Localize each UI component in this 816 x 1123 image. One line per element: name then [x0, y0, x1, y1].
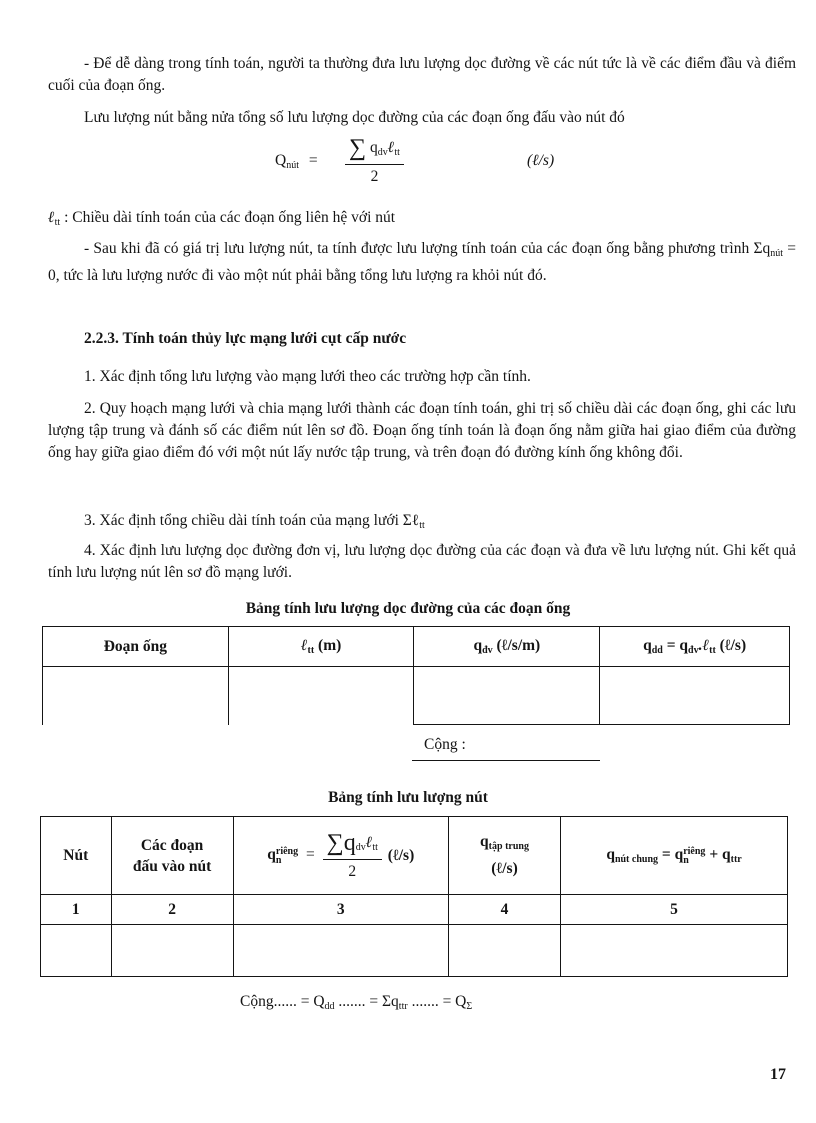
paragraph-nodal-flow-intro: - Để dễ dàng trong tính toán, người ta thường đưa lưu lượng dọc đường về các nút tức là về các điểm đầu và điểm cuối của đoạn ống. — [48, 55, 796, 94]
table2-header-node: Nút — [41, 817, 112, 895]
table2-col-num-3: 3 — [233, 895, 448, 925]
table2-cell — [448, 925, 560, 977]
table1-cell — [43, 667, 229, 725]
table2-cell — [561, 925, 788, 977]
table2-header-concentrated-flow: $q_{tập trung}$ (ℓ/s) — [448, 817, 560, 895]
table2-cell — [111, 925, 233, 977]
page-number: 17 — [770, 1066, 786, 1083]
step-4: 4. Xác định lưu lượng dọc đường đơn vị, lưu lượng dọc đường của các đoạn và đưa về lưu lượng nút. Ghi kết quả tính lưu lượng nút lên sơ đồ mạng lưới. — [48, 542, 796, 581]
table1-cell — [414, 667, 600, 725]
table2-header-segments: Các đoạn đấu vào nút — [111, 817, 233, 895]
table1-header-segment-flow: $q_{dd}$ = $q_{đv}.\ell_{tt}$ (ℓ/s) — [600, 627, 790, 667]
table2-header-total-node-flow: $q_{nút chung} = q$ riêng n + $q_{ttr}$ — [561, 817, 788, 895]
table2-title: Bảng tính lưu lượng nút — [328, 789, 488, 806]
step-3: 3. Xác định tổng chiều dài tính toán của mạng lưới Σℓ$_{tt}$ — [84, 512, 425, 531]
paragraph-nodal-flow-definition: Lưu lượng nút bằng nửa tổng số lưu lượng dọc đường của các đoạn ống đấu vào nút đó — [84, 109, 625, 126]
table2-col-num-2: 2 — [111, 895, 233, 925]
table2-col-num-4: 4 — [448, 895, 560, 925]
table1-title: Bảng tính lưu lượng dọc đường của các đoạn ống — [245, 600, 571, 617]
table1-cell — [600, 667, 790, 725]
table2-total-equation: Cộng...... = $Q_{dd}$ ....... = $\Sigma q_{ttr}$ ....... = $Q_\Sigma$ — [240, 993, 473, 1012]
table2-column-number-row — [41, 895, 788, 925]
step-2: 2. Quy hoạch mạng lưới và chia mạng lưới thành các đoạn tính toán, ghi trị số chiều dài các đoạn ống, ghi các lưu lượng tập trung và đánh số các điểm nút lên sơ đồ. Đoạn ống tính toán là đoạn ống nằm giữa hai giao điểm của đường ống hay giữa giao điểm đó với một nút lấy nước tập trung, và trên đoạn đó đường kính ống không đổi. — [48, 400, 796, 461]
table2-col-num-5: 5 — [561, 895, 788, 925]
paragraph-ltt-definition: ℓ$_{tt}$ : Chiều dài tính toán của các đoạn ống liên hệ với nút — [48, 209, 396, 228]
table2-cell — [233, 925, 448, 977]
section-heading: 2.2.3. Tính toán thủy lực mạng lưới cụt cấp nước — [84, 330, 407, 347]
table2-header-own-flow-fraction: $\frac{\sum q_{dv}\ell_{tt}}{2}$ — [323, 830, 382, 881]
formula-nodal-flow-fraction: ∑ $q_{dv}\ell_{tt}$ 2 — [345, 135, 404, 186]
step-1: 1. Xác định tổng lưu lượng vào mạng lưới theo các trường hợp cần tính. — [84, 368, 531, 385]
table1-header-unit-flow: $q_{đv}$ (ℓ/s/m) — [414, 627, 600, 667]
table1-total-underline — [412, 760, 600, 761]
table1-header-segment: Đoạn ống — [43, 627, 229, 667]
table2-empty-row — [41, 925, 788, 977]
table1-cell — [228, 667, 414, 725]
table1-header-length: ℓ$_{tt}$ (m) — [228, 627, 414, 667]
paragraph-balance-equation: - Sau khi đã có giá trị lưu lượng nút, ta tính được lưu lượng tính toán của các đoạn ống bằng phương trình $\Sigma q_{nút} = 0$, tức là lưu lượng nước đi vào một nút phải bằng tổng lưu lượng ra khỏi nút đó. — [48, 240, 796, 284]
table2-cell — [41, 925, 112, 977]
table2-header-own-flow: q riêng n = $\frac{\sum q_{dv}\ell_{tt}}{2}$ (ℓ/s) — [233, 817, 448, 895]
formula-nodal-flow: $Q_{nút}$ = ∑ $q_{dv}\ell_{tt}$ 2 (ℓ/s) — [275, 135, 555, 185]
table-nodal-flow — [40, 816, 788, 977]
table2-col-num-1: 1 — [41, 895, 112, 925]
table-pipe-segment-flow — [42, 626, 790, 725]
table1-total-label: Cộng : — [424, 736, 466, 753]
